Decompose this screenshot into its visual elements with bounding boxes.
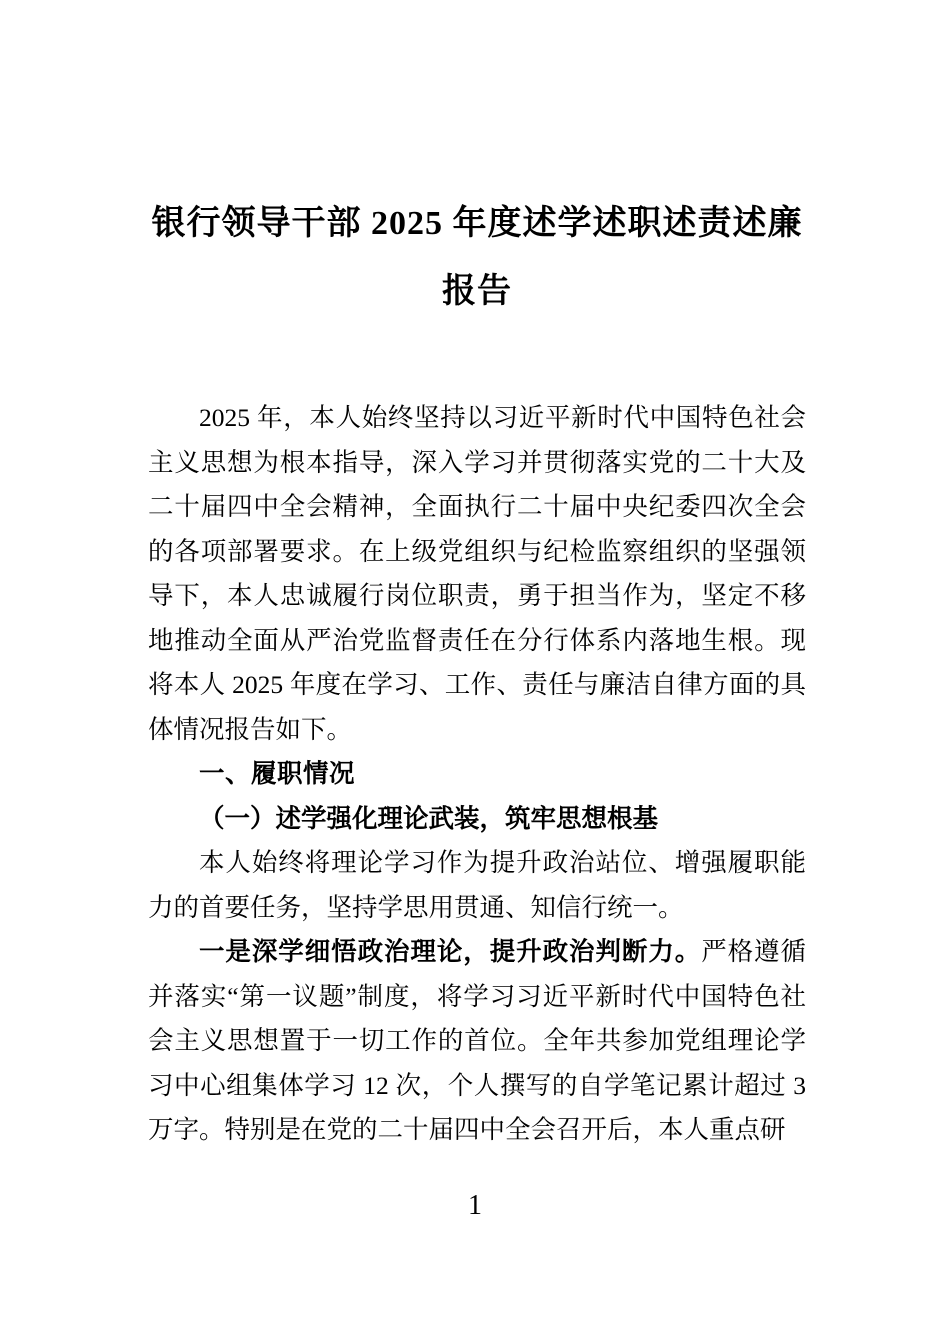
body-paragraph-2 <box>148 930 806 1153</box>
document-title-line2: 报告 <box>442 273 512 310</box>
document-title <box>148 190 806 326</box>
intro-paragraph: 2025 年，本人始终坚持以习近平新时代中国特色社会主义思想为根本指导，深入学习并贯彻落实党的二十大及二十届四中全会精神，全面执行二十届中央纪委四次全会的各项部署要求。在上级党组织与纪检监察组织的坚强领导下，本人忠诚履行岗位职责，勇于担当作为，坚定不移地推动全面从严治党监督责任在分行体系内落地生根。现将本人 2025 年度在学习、工作、责任与廉洁自律方面的具体情况报告如下。 <box>148 403 806 744</box>
section-heading-1: 一、履职情况 <box>199 760 356 788</box>
document-body <box>148 396 806 1153</box>
paragraph-rest: 严格遵循并落实“第一议题”制度，将学习习近平新时代中国特色社会主义思想置于一切工作的首位。全年共参加党组理论学习中心组集体学习 12 次，个人撰写的自学笔记累计超过 3 万字。特别是在党的二十届四中全会召开后，本人重点研 <box>148 937 806 1144</box>
body-paragraph-1: 本人始终将理论学习作为提升政治站位、增强履职能力的首要任务，坚持学思用贯通、知信行统一。 <box>148 848 806 922</box>
document-content <box>148 0 806 1153</box>
paragraph-bold-lead: 一是深学细悟政治理论，提升政治判断力。 <box>199 937 702 966</box>
document-title-line1: 银行领导干部 2025 年度述学述职述责述廉 <box>151 205 803 242</box>
page-number: 1 <box>468 1190 482 1221</box>
subsection-heading-1-1: （一）述学强化理论武装，筑牢思想根基 <box>199 803 659 833</box>
